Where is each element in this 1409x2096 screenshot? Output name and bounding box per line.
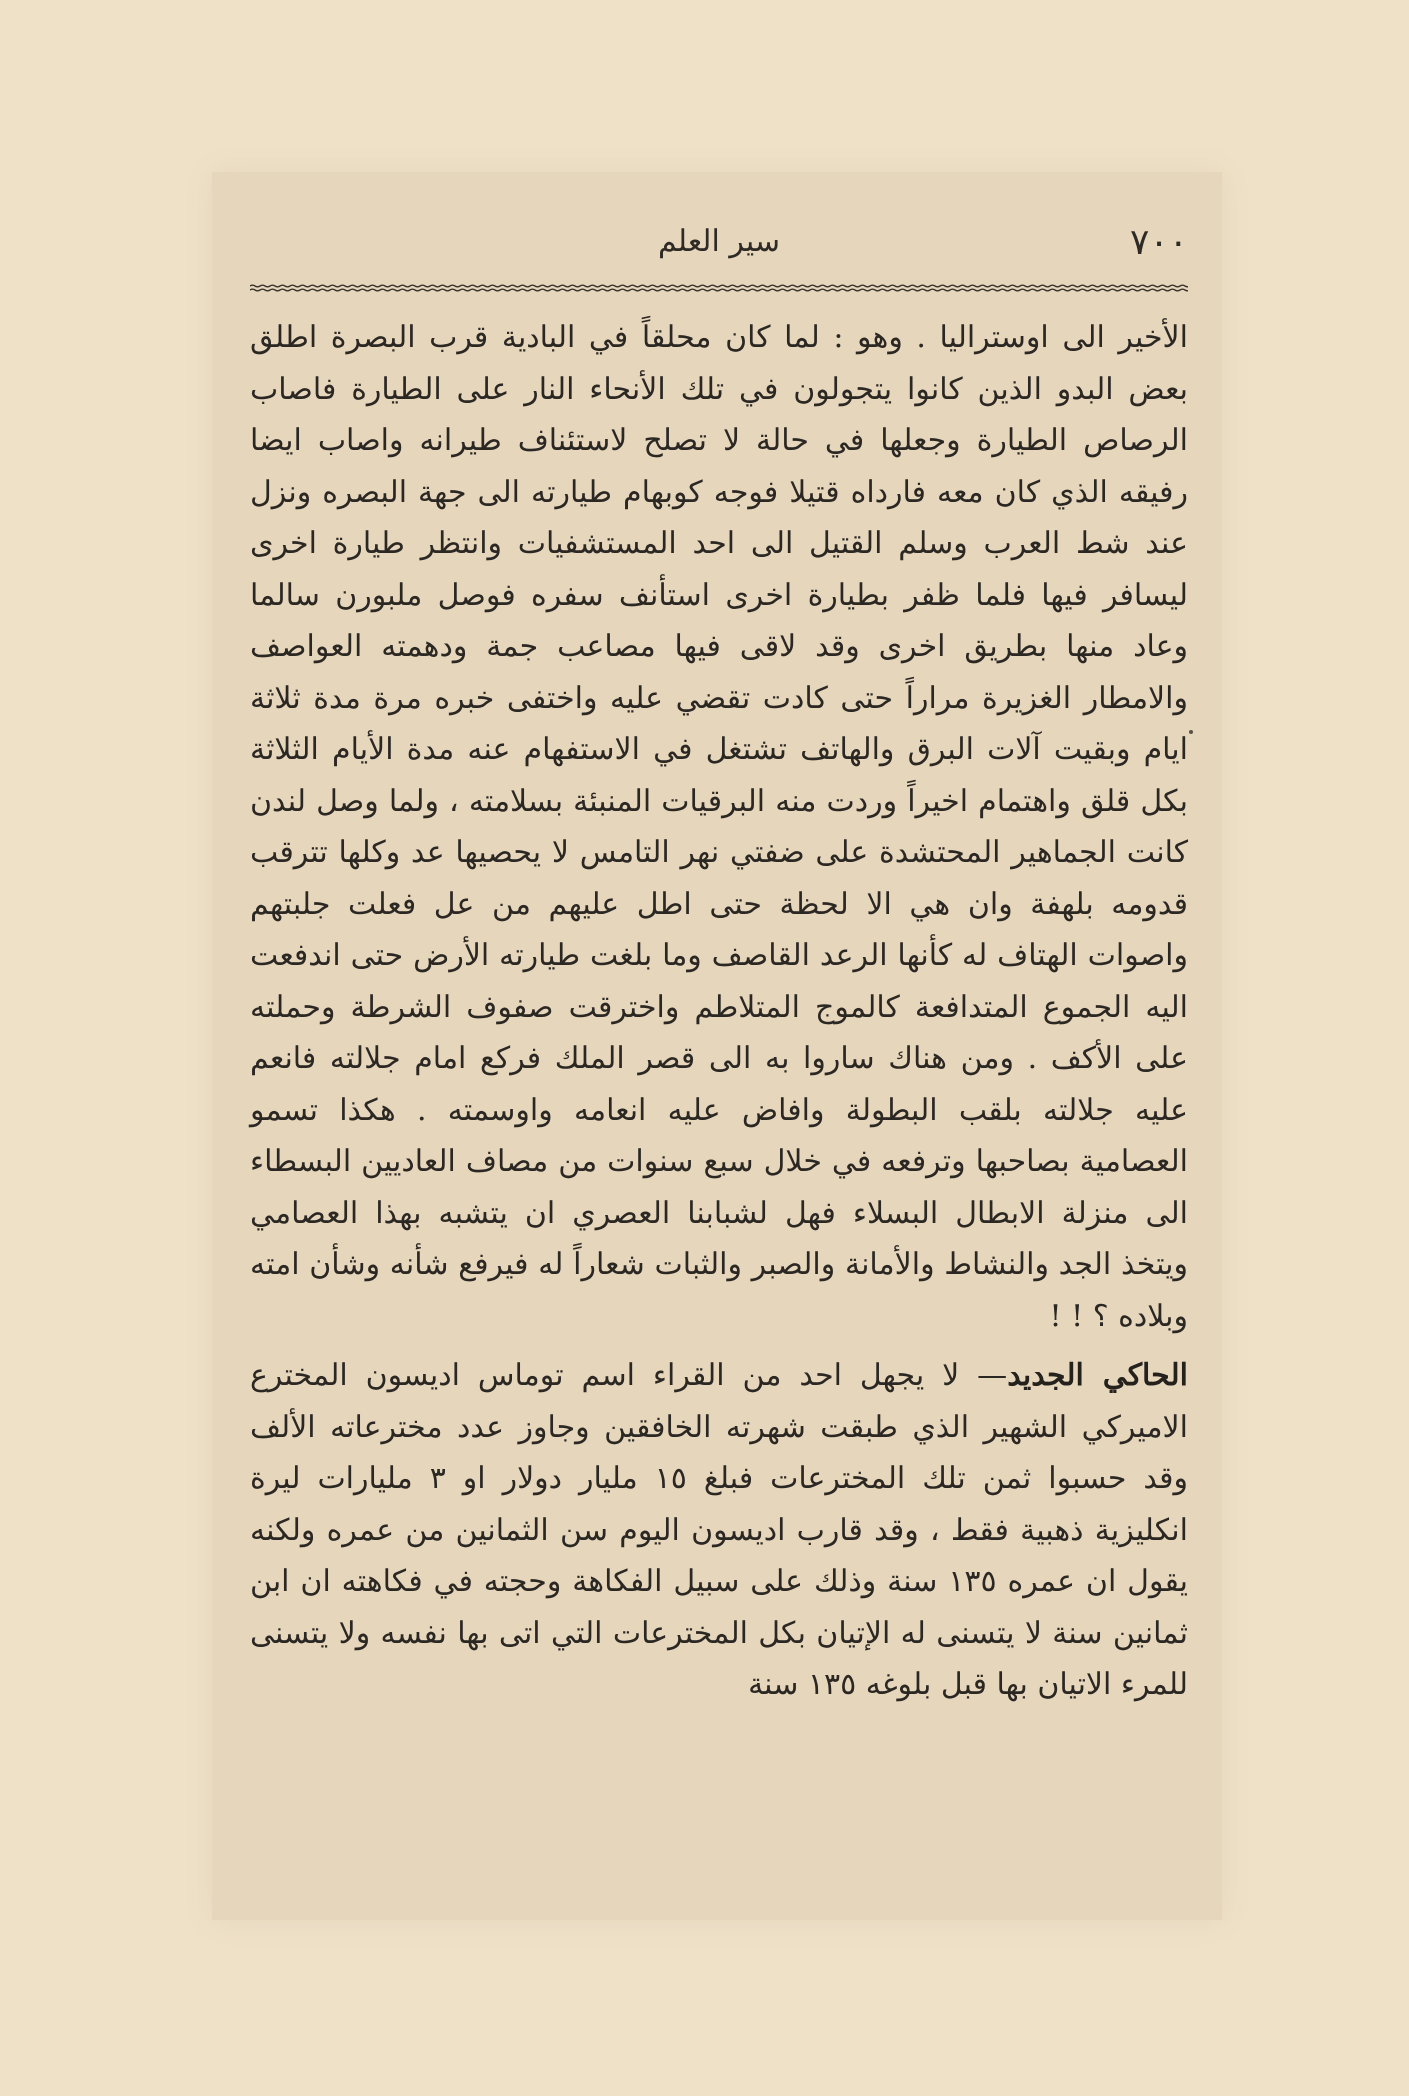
wavy-rule-icon [250,282,1188,294]
page-body [250,312,1188,1711]
paragraph-heading: الحاكي الجديد [1007,1358,1188,1393]
margin-dot [1189,730,1193,734]
page-header [250,218,1188,278]
paragraph-new-phonograph [250,1350,1188,1711]
running-title: سير العلم [657,224,781,259]
paragraph-cobham: الأخير الى اوستراليا . وهو : لما كان محلقاً في البادية قرب البصرة اطلق بعض البدو الذين كانوا يتجولون في تلك الأنحاء النار على الطيارة فاصاب الرصاص الطيارة وجعلها في حالة لا تصلح لاستئناف طيرانه واصاب ايضا رفيقه الذي كان معه فارداه قتيلا فوجه كوبهام طيارته الى جهة البصره ونزل عند شط العرب وسلم القتيل الى احد المستشفيات وانتظر طيارة اخرى ليسافر فيها فلما ظفر بطيارة اخرى استأنف سفره فوصل ملبورن سالما وعاد منها بطريق اخرى وقد لاقى فيها مصاعب جمة ودهمته العواصف والامطار الغزيرة مراراً حتى كادت تقضي عليه واختفى خبره مرة مدة ثلاثة ايام وبقيت آلات البرق والهاتف تشتغل في الاستفهام عنه مدة الأيام الثلاثة بكل قلق واهتمام اخيراً وردت منه البرقيات المنبئة بسلامته ، ولما وصل لندن كانت الجماهير المحتشدة على ضفتي نهر التامس لا يحصيها عد وكلها تترقب قدومه بلهفة وان هي الا لحظة حتى اطل عليهم من عل فعلت جلبتهم واصوات الهتاف له كأنها الرعد القاصف وما بلغت طيارته الأرض حتى اندفعت اليه الجموع المتدافعة كالموج المتلاطم واخترقت صفوف الشرطة وحملته على الأكف . ومن هناك ساروا به الى قصر الملك فركع امام جلالته فانعم عليه جلالته بلقب البطولة وافاض عليه انعامه واوسمته . هكذا تسمو العصامية بصاحبها وترفعه في خلال سبع سنوات من مصاف العاديين البسطاء الى منزلة الابطال البسلاء فهل لشبابنا العصري ان يتشبه بهذا العصامي ويتخذ الجد والنشاط والأمانة والصبر والثبات شعاراً له فيرفع شأنه وشأن امته وبلاده ؟ ! ! [250,320,1188,1334]
page-number: ٧٠٠ [1129,222,1188,263]
header-rule [250,282,1188,294]
paragraph-text: — لا يجهل احد من القراء اسم توماس اديسون المخترع الاميركي الشهير الذي طبقت شهرته الخافقين وجاوز عدد مخترعاته الألف وقد حسبوا ثمن تلك المخترعات فبلغ ١٥ مليار دولار او ٣ مليارات ليرة انكليزية ذهبية فقط ، وقد قارب اديسون اليوم سن الثمانين من عمره ولكنه يقول ان عمره ١٣٥ سنة وذلك على سبيل الفكاهة وحجته في فكاهته ان ابن ثمانين سنة لا يتسنى له الإتيان بكل المخترعات التي اتى بها نفسه ولا يتسنى للمرء الاتيان بها قبل بلوغه ١٣٥ سنة [250,1358,1188,1702]
